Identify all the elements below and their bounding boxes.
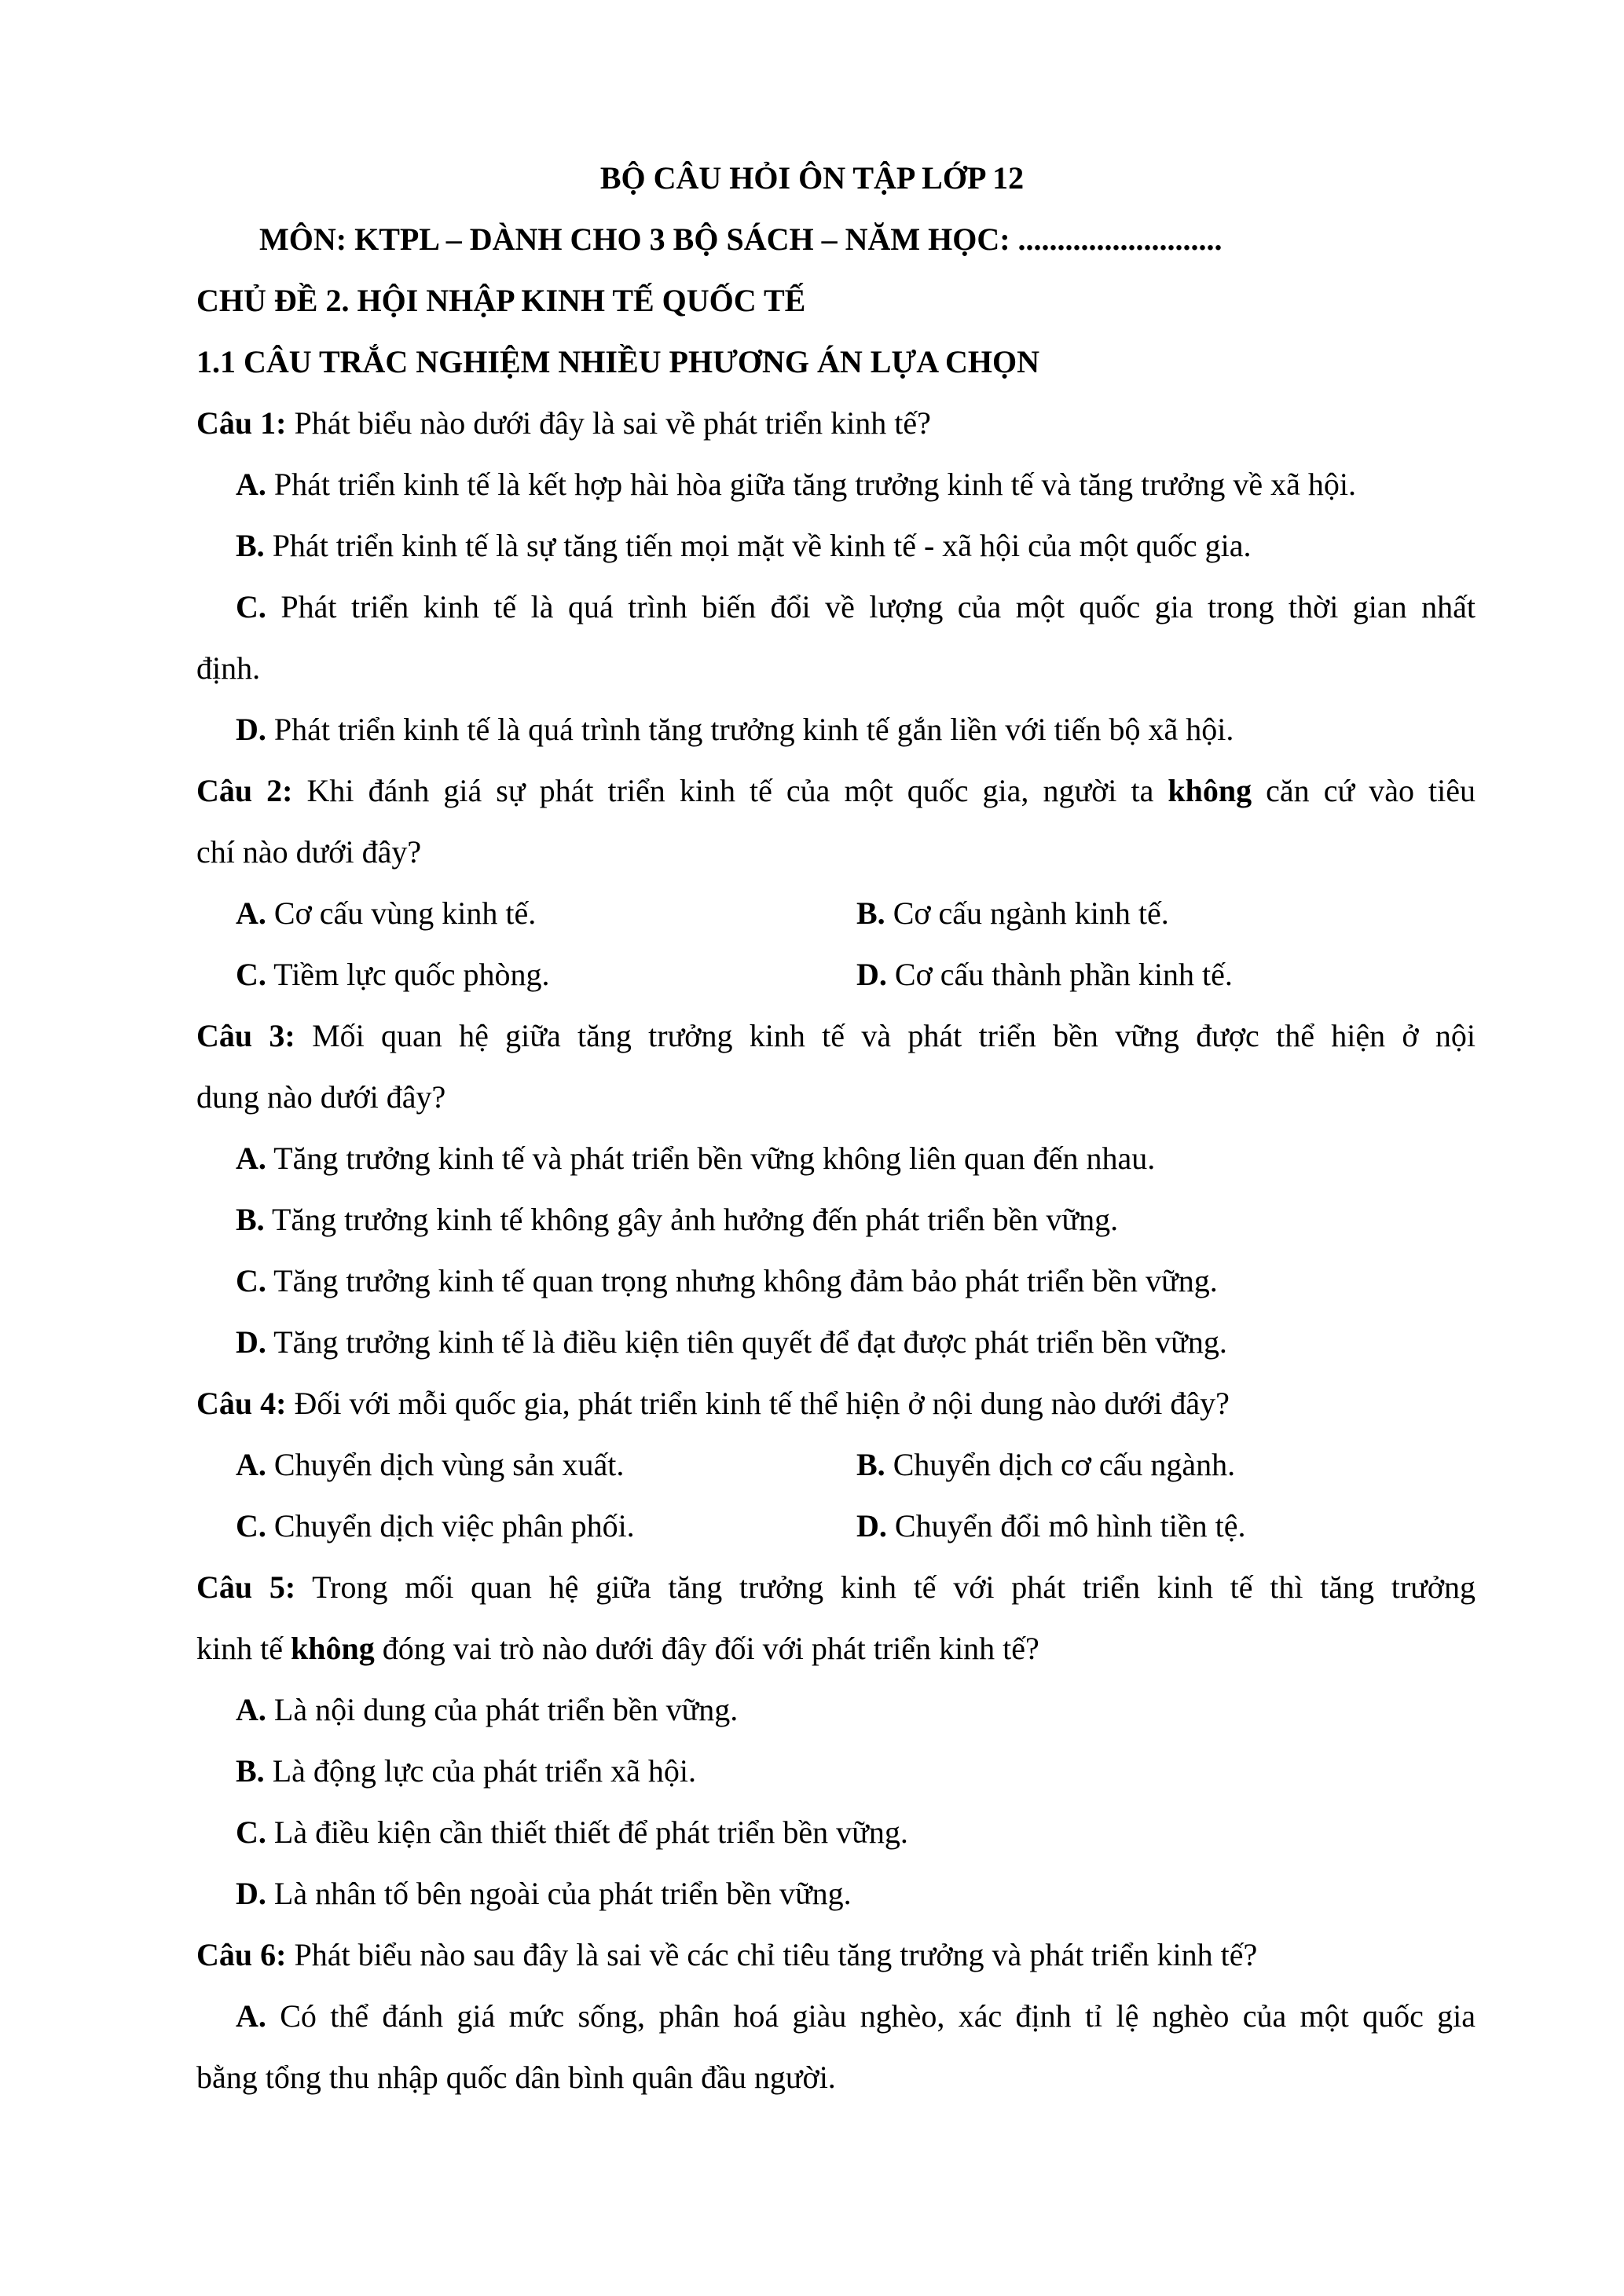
option-text: Là động lực của phát triển xã hội. (264, 1753, 696, 1789)
option-1d (236, 699, 1234, 760)
option-key: D. (856, 957, 887, 992)
option-key: B. (856, 1447, 885, 1482)
option-4b (856, 1434, 1235, 1496)
option-3a (236, 1128, 1155, 1189)
option-key: A. (236, 1692, 266, 1727)
option-text: Tăng trưởng kinh tế và phát triển bền vững không liên quan đến nhau. (266, 1141, 1156, 1176)
option-text: Là nội dung của phát triển bền vững. (266, 1692, 739, 1727)
document-subtitle: MÔN: KTPL – DÀNH CHO 3 BỘ SÁCH – NĂM HỌC: .......................... (259, 222, 1223, 257)
question-label: Câu 5: (196, 1569, 296, 1605)
option-key: D. (236, 1876, 266, 1911)
question-4 (196, 1373, 1476, 1434)
question-label: Câu 6: (196, 1937, 287, 1972)
question-label: Câu 3: (196, 1018, 295, 1053)
document-title: BỘ CÂU HỎI ÔN TẬP LỚP 12 (599, 160, 1025, 196)
option-2c (236, 944, 549, 1005)
option-text: Phát triển kinh tế là sự tăng tiến mọi mặt về kinh tế - xã hội của một quốc gia. (264, 528, 1252, 563)
topic-heading: CHỦ ĐỀ 2. HỘI NHẬP KINH TẾ QUỐC TẾ (196, 283, 806, 318)
option-text: Phát triển kinh tế là quá trình biến đổi về lượng của một quốc gia trong thời gian nhất (266, 589, 1476, 624)
option-key: C. (236, 1263, 266, 1298)
option-text: Tăng trưởng kinh tế là điều kiện tiên quyết để đạt được phát triển bền vững. (266, 1324, 1227, 1360)
option-key: B. (856, 895, 885, 931)
question-label: Câu 2: (196, 773, 293, 808)
option-text: Là điều kiện cần thiết thiết để phát triển bền vững. (266, 1814, 908, 1850)
option-1a (236, 454, 1356, 515)
option-3c (236, 1251, 1218, 1312)
option-key: C. (236, 1814, 266, 1850)
option-5a (236, 1679, 738, 1741)
option-text: Có thể đánh giá mức sống, phân hoá giàu nghèo, xác định tỉ lệ nghèo của một quốc gia (266, 1998, 1476, 2034)
question-text: Khi đánh giá sự phát triển kinh tế của một quốc gia, người ta (292, 773, 1168, 808)
option-text: Phát triển kinh tế là kết hợp hài hòa giữa tăng trưởng kinh tế và tăng trưởng về xã hội. (266, 467, 1356, 502)
option-key: D. (236, 1324, 266, 1360)
option-key: A. (236, 895, 266, 931)
question-6 (196, 1924, 1476, 1986)
option-2b (856, 883, 1169, 944)
option-text: Cơ cấu ngành kinh tế. (885, 895, 1169, 931)
option-2d (856, 944, 1233, 1005)
option-1c (236, 577, 1476, 638)
question-5 (196, 1557, 1476, 1618)
option-text: Cơ cấu vùng kinh tế. (266, 895, 537, 931)
option-text: Chuyển dịch việc phân phối. (266, 1508, 635, 1543)
option-6a (236, 1986, 1476, 2047)
option-key: A. (236, 1447, 266, 1482)
question-emphasis: không (290, 1631, 375, 1666)
option-text: Phát triển kinh tế là quá trình tăng trưởng kinh tế gắn liền với tiến bộ xã hội. (266, 712, 1234, 747)
option-key: B. (236, 1202, 265, 1237)
option-text: Tăng trưởng kinh tế không gây ảnh hưởng đến phát triển bền vững. (264, 1202, 1119, 1237)
option-key: A. (236, 467, 266, 502)
option-key: C. (236, 1508, 266, 1543)
option-3b (236, 1189, 1118, 1251)
question-3-continued: dung nào dưới đây? (196, 1079, 446, 1115)
question-text: Đối với mỗi quốc gia, phát triển kinh tế thể hiện ở nội dung nào dưới đây? (286, 1386, 1230, 1421)
question-5-continued (196, 1618, 1039, 1679)
option-text: Tăng trưởng kinh tế quan trọng nhưng không đảm bảo phát triển bền vững. (266, 1263, 1218, 1298)
option-key: C. (236, 957, 266, 992)
option-key: C. (236, 589, 266, 624)
section-heading: 1.1 CÂU TRẮC NGHIỆM NHIỀU PHƯƠNG ÁN LỰA CHỌN (196, 344, 1039, 379)
option-4d (856, 1496, 1246, 1557)
question-1 (196, 393, 1476, 454)
option-text: Chuyển dịch cơ cấu ngành. (885, 1447, 1236, 1482)
option-text: Chuyển dịch vùng sản xuất. (266, 1447, 625, 1482)
option-text: Cơ cấu thành phần kinh tế. (886, 957, 1233, 992)
option-key: D. (856, 1508, 887, 1543)
question-3 (196, 1005, 1476, 1067)
option-key: D. (236, 712, 266, 747)
question-2 (196, 760, 1476, 822)
option-4c (236, 1496, 635, 1557)
option-5c (236, 1802, 908, 1863)
option-text: Tiềm lực quốc phòng. (266, 957, 550, 992)
question-emphasis: không (1168, 773, 1252, 808)
option-4a (236, 1434, 624, 1496)
option-1c-continued: định. (196, 650, 261, 686)
option-2a (236, 883, 536, 944)
option-6a-continued: bằng tổng thu nhập quốc dân bình quân đầu người. (196, 2060, 836, 2095)
question-2-continued: chí nào dưới đây? (196, 834, 422, 870)
option-3d (236, 1312, 1227, 1373)
option-key: A. (236, 1141, 266, 1176)
question-text-end: căn cứ vào tiêu (1252, 773, 1476, 808)
question-text: Phát biểu nào dưới đây là sai về phát triển kinh tế? (286, 405, 931, 441)
option-key: A. (236, 1998, 266, 2034)
option-text: Là nhân tố bên ngoài của phát triển bền vững. (266, 1876, 852, 1911)
question-text-end: đóng vai trò nào dưới đây đối với phát triển kinh tế? (374, 1631, 1039, 1666)
option-5b (236, 1741, 696, 1802)
question-text: Phát biểu nào sau đây là sai về các chỉ tiêu tăng trưởng và phát triển kinh tế? (286, 1937, 1258, 1972)
option-key: B. (236, 1753, 265, 1789)
option-key: B. (236, 528, 265, 563)
option-5d (236, 1863, 852, 1924)
question-text: Mối quan hệ giữa tăng trưởng kinh tế và phát triển bền vững được thể hiện ở nội (295, 1018, 1476, 1053)
option-1b (236, 515, 1252, 577)
question-text: kinh tế (196, 1631, 291, 1666)
question-label: Câu 4: (196, 1386, 287, 1421)
option-text: Chuyển đổi mô hình tiền tệ. (886, 1508, 1246, 1543)
question-label: Câu 1: (196, 405, 287, 441)
question-text: Trong mối quan hệ giữa tăng trưởng kinh tế với phát triển kinh tế thì tăng trưởng (295, 1569, 1476, 1605)
